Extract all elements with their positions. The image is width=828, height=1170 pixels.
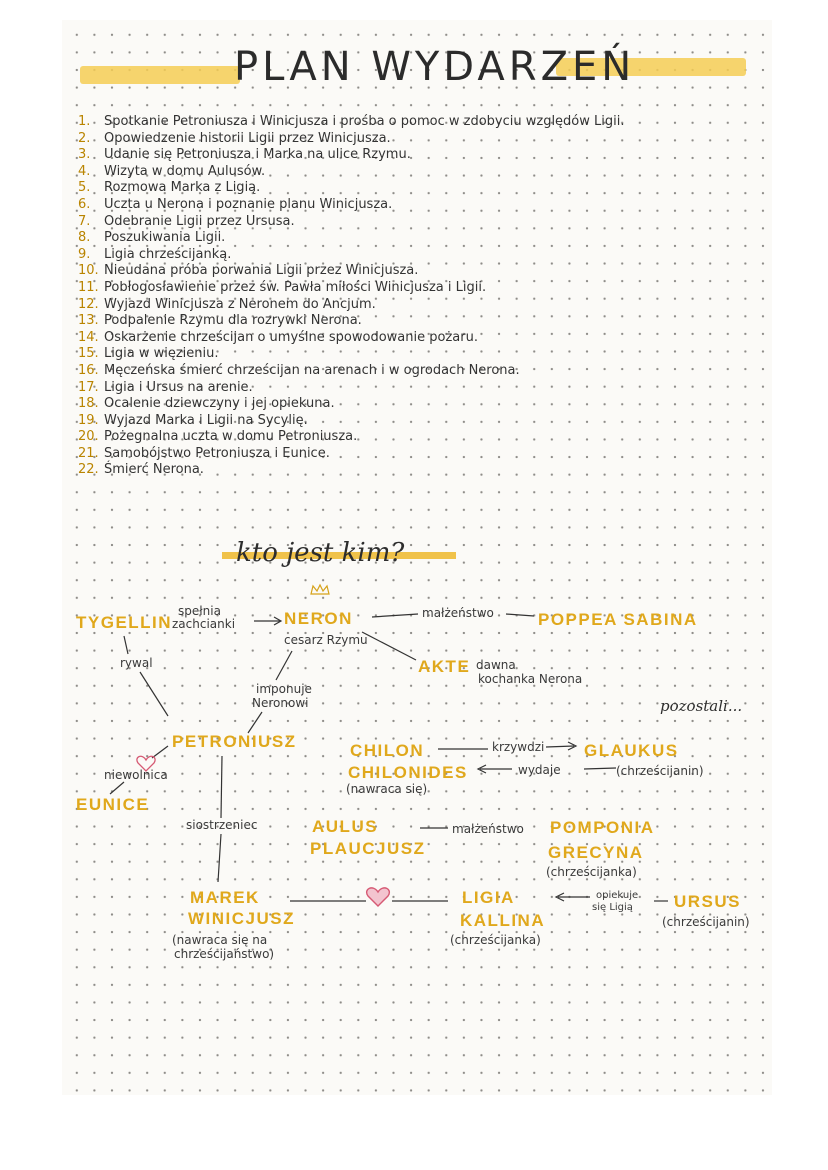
label-malzenstwo-1: małżeństwo xyxy=(422,606,494,620)
list-item: 10. Nieudana próba porwania Ligii przez Winicjusza. xyxy=(78,263,419,279)
list-item: 22. Śmierć Nerona. xyxy=(78,462,204,478)
list-item: 5. Rozmowa Marka z Ligią. xyxy=(78,180,261,196)
label-zachcianki: zachcianki xyxy=(172,617,236,631)
list-item: 4. Wizyta w domu Aulusów. xyxy=(78,163,266,179)
name-ursus: URSUS xyxy=(674,892,742,911)
list-item: 15. Ligia w więzieniu. xyxy=(78,346,219,362)
label-niewolnica: niewolnica xyxy=(104,768,168,782)
label-nawraca: (nawraca się) xyxy=(346,782,428,796)
list-item: 13. Podpalenie Rzymu dla rozrywki Nerona. xyxy=(78,313,362,329)
label-imponuje: imponuje xyxy=(256,682,312,696)
label-kochanka: kochanka Nerona xyxy=(478,672,583,686)
name-aulus: AULUS xyxy=(312,817,379,836)
list-item: 12. Wyjazd Winicjusza z Neronem do Ancjum. xyxy=(78,296,376,312)
label-cesarz: cesarz Rzymu xyxy=(284,633,368,647)
label-neronowi: Neronowi xyxy=(252,696,309,710)
name-eunice: EUNICE xyxy=(76,795,150,814)
name-poppea: POPPEA SABINA xyxy=(538,610,698,629)
list-item: 8. Poszukiwania Ligii. xyxy=(78,230,226,246)
label-opiekuje-1: opiekuje xyxy=(596,890,639,901)
name-plaucjusz: PLAUCJUSZ xyxy=(310,839,426,858)
list-item: 20. Pożegnalna uczta w domu Petroniusza. xyxy=(78,429,358,445)
name-glaukus: GLAUKUS xyxy=(584,741,679,760)
subtitle: kto jest kim? xyxy=(236,538,405,568)
list-item: 21. Samobójstwo Petroniusza i Eunice. xyxy=(78,445,330,461)
list-item: 2. Opowiedzenie historii Ligii przez Winicjusza. xyxy=(78,130,391,146)
label-krzywdzi: krzywdzi xyxy=(492,740,545,754)
name-petroniusz: PETRONIUSZ xyxy=(172,732,297,751)
name-ligia: LIGIA xyxy=(462,888,515,907)
list-item: 6. Uczta u Nerona i poznanie planu Winicjusza. xyxy=(78,196,393,212)
list-item: 1. Spotkanie Petroniusza i Winicjusza i prośba o pomoc w zdobyciu względów Ligii. xyxy=(78,114,625,129)
label-dawna: dawna xyxy=(476,658,516,672)
list-item: 16. Męczeńska śmierć chrześcijan na arenach i w ogrodach Nerona. xyxy=(78,362,520,378)
label-chrzescijanka-pomponia: (chrześcijanka) xyxy=(546,865,637,879)
name-pomponia: POMPONIA xyxy=(550,818,655,837)
list-item: 14. Oskarżenie chrześcijan o umyślne spowodowanie pożaru. xyxy=(78,329,478,345)
page-title: PLAN WYDARZEŃ xyxy=(234,44,636,90)
label-siostrzeniec: siostrzeniec xyxy=(186,818,258,832)
list-item: 7. Odebranie Ligii przez Ursusa. xyxy=(78,213,295,229)
name-akte: AKTE xyxy=(418,657,471,676)
title-highlight-left xyxy=(80,66,240,84)
name-winicjusz: WINICJUSZ xyxy=(188,909,295,928)
name-grecyna: GRECYNA xyxy=(548,843,644,862)
event-list xyxy=(78,114,624,479)
label-chrzescijanka-ligia: (chrześcijanka) xyxy=(450,933,541,947)
list-item: 9. Ligia chrześcijanką. xyxy=(78,246,232,262)
label-chrzescijanin-ursus: (chrześcijanin) xyxy=(662,915,750,929)
name-marek: MAREK xyxy=(190,888,260,907)
name-chilon: CHILON xyxy=(350,741,425,760)
label-chrzescijanin-glaukus: (chrześcijanin) xyxy=(616,764,704,778)
list-item: 11. Pobłogosławienie przez św. Pawła miłości Winicjusza i Ligii. xyxy=(78,279,487,295)
list-item: 19. Wyjazd Marka i Ligii na Sycylię. xyxy=(78,412,308,428)
label-pozostali: pozostali... xyxy=(660,697,743,715)
label-malzenstwo-2: małżeństwo xyxy=(452,822,524,836)
label-spelnia: spełnia xyxy=(178,604,221,618)
list-item: 3. Udanie się Petroniusza i Marka na ulice Rzymu. xyxy=(78,147,411,163)
name-neron: NERON xyxy=(284,609,353,628)
label-opiekuje-2: się Ligią xyxy=(592,902,633,913)
list-item: 18. Ocalenie dziewczyny i jej opiekuna. xyxy=(78,396,335,412)
name-tygellin: TYGELLIN xyxy=(76,613,173,632)
list-item: 17. Ligia i Ursus na arenie. xyxy=(78,379,253,395)
label-rywal: rywal xyxy=(120,656,153,670)
name-chilonides: CHILONIDES xyxy=(348,763,468,782)
label-nawraca-marek-1: (nawraca się na xyxy=(172,933,268,947)
label-wydaje: wydaje xyxy=(518,763,561,777)
name-kallina: KALLINA xyxy=(460,911,546,930)
label-nawraca-marek-2: chrześcijaństwo) xyxy=(174,947,275,961)
